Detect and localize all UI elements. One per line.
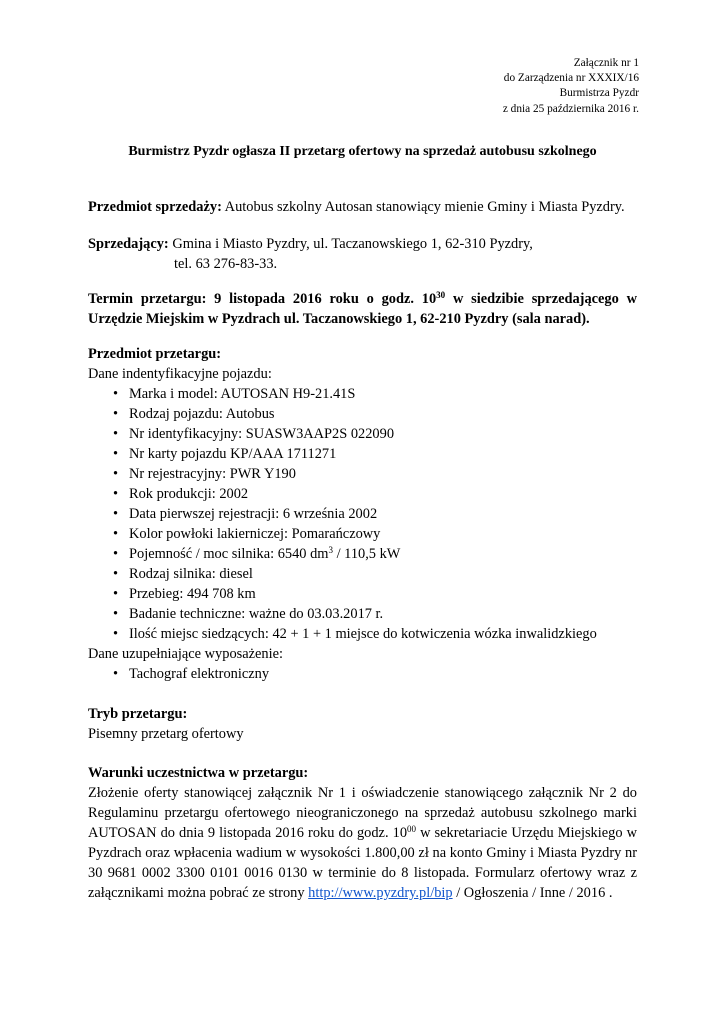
capacity-unit-exponent: 3 <box>328 545 333 555</box>
list-item: • Nr identyfikacyjny: SUASW3AAP2S 022090 <box>88 424 637 444</box>
annex-line-4: z dnia 25 października 2016 r. <box>502 102 639 115</box>
sale-subject-text: Autobus szkolny Autosan stanowiący mienie Gminy i Miasta Pyzdry. <box>221 199 625 215</box>
conditions-text-3: / Ogłoszenia / Inne / 2016 . <box>452 885 613 901</box>
document-title: Burmistrz Pyzdr ogłasza II przetarg ofertowy na sprzedaż autobusu szkolnego <box>128 144 597 159</box>
list-item: • Nr karty pojazdu KP/AAA 1711271 <box>88 444 637 464</box>
capacity-power: / 110,5 kW <box>332 546 401 562</box>
extra-equipment-list <box>88 664 637 684</box>
sale-subject-label: Przedmiot sprzedaży: <box>88 199 222 215</box>
extra-equipment-intro: Dane uzupełniające wyposażenie: <box>88 646 283 662</box>
conditions-deadline-minutes: 00 <box>407 824 417 834</box>
auction-term-text-1: Termin przetargu: 9 listopada 2016 roku o godz. 10 <box>88 291 437 307</box>
list-item: • Rodzaj silnika: diesel <box>88 564 637 584</box>
list-item-capacity <box>88 544 637 564</box>
list-item: • Marka i model: AUTOSAN H9-21.41S <box>88 384 637 404</box>
participation-conditions-section <box>88 763 637 903</box>
seller-phone: tel. 63 276-83-33. <box>174 256 278 272</box>
auction-mode-section <box>88 704 637 744</box>
annex-line-3: Burmistrza Pyzdr <box>559 87 639 100</box>
annex-line-1: Załącznik nr 1 <box>573 57 639 69</box>
sale-subject <box>88 197 637 217</box>
conditions-text-1: Złożenie oferty stanowiącej załącznik Nr 1 i oświadczenie stanowiącego załącznik Nr 2 do Regulaminu przetargu ofertowego nieograniczonego na sprzedaż autobusu szkolnego marki AUTOSAN do dnia 9 listopada 2016 roku do godz. 10 <box>88 785 637 841</box>
auction-object-section <box>88 344 637 684</box>
seller-label: Sprzedający: <box>88 236 169 252</box>
auction-term-minutes: 30 <box>436 290 446 300</box>
list-item: • Rok produkcji: 2002 <box>88 484 637 504</box>
participation-conditions-heading: Warunki uczestnictwa w przetargu: <box>88 765 309 781</box>
bip-link[interactable]: http://www.pyzdry.pl/bip <box>308 885 453 901</box>
list-item: • Przebieg: 494 708 km <box>88 584 637 604</box>
auction-term-text-2: w siedzibie sprzedającego w Urzędzie Miejskim w Pyzdrach ul. Taczanowskiego 1, 62-210 Pyzdry (sala narad). <box>88 291 638 327</box>
list-item: • Ilość miejsc siedzących: 42 + 1 + 1 miejsce do kotwiczenia wózka inwalidzkiego <box>88 624 637 644</box>
auction-term <box>88 289 637 329</box>
annex-header <box>503 56 639 117</box>
vehicle-data-list <box>88 384 637 644</box>
list-item: • Badanie techniczne: ważne do 03.03.2017 r. <box>88 604 637 624</box>
capacity-text: Pojemność / moc silnika: 6540 dm <box>129 546 329 562</box>
vehicle-data-intro: Dane indentyfikacyjne pojazdu: <box>88 366 272 382</box>
list-item: • Tachograf elektroniczny <box>88 664 637 684</box>
list-item: • Nr rejestracyjny: PWR Y190 <box>88 464 637 484</box>
conditions-text-2: w sekretariacie Urzędu Miejskiego w Pyzdrach oraz wpłacenia wadium w wysokości 1.800,00 zł na konto Gminy i Miasta Pyzdry nr 30 9681 0002 3300 0101 0016 0130 w terminie do 8 listopada. Formularz ofertowy wraz z załącznikami można pobrać ze strony <box>88 825 637 901</box>
participation-conditions-text <box>88 783 637 903</box>
list-item: • Data pierwszej rejestracji: 6 września 2002 <box>88 504 637 524</box>
auction-object-heading: Przedmiot przetargu: <box>88 346 222 362</box>
list-item: • Kolor powłoki lakierniczej: Pomarańczowy <box>88 524 637 544</box>
auction-mode-heading: Tryb przetargu: <box>88 706 188 722</box>
seller <box>88 234 637 274</box>
auction-mode-text: Pisemny przetarg ofertowy <box>88 726 244 742</box>
list-item: • Rodzaj pojazdu: Autobus <box>88 404 637 424</box>
annex-line-2: do Zarządzenia nr XXXIX/16 <box>503 72 639 85</box>
seller-address: Gmina i Miasto Pyzdry, ul. Taczanowskiego 1, 62-310 Pyzdry, <box>168 236 533 252</box>
